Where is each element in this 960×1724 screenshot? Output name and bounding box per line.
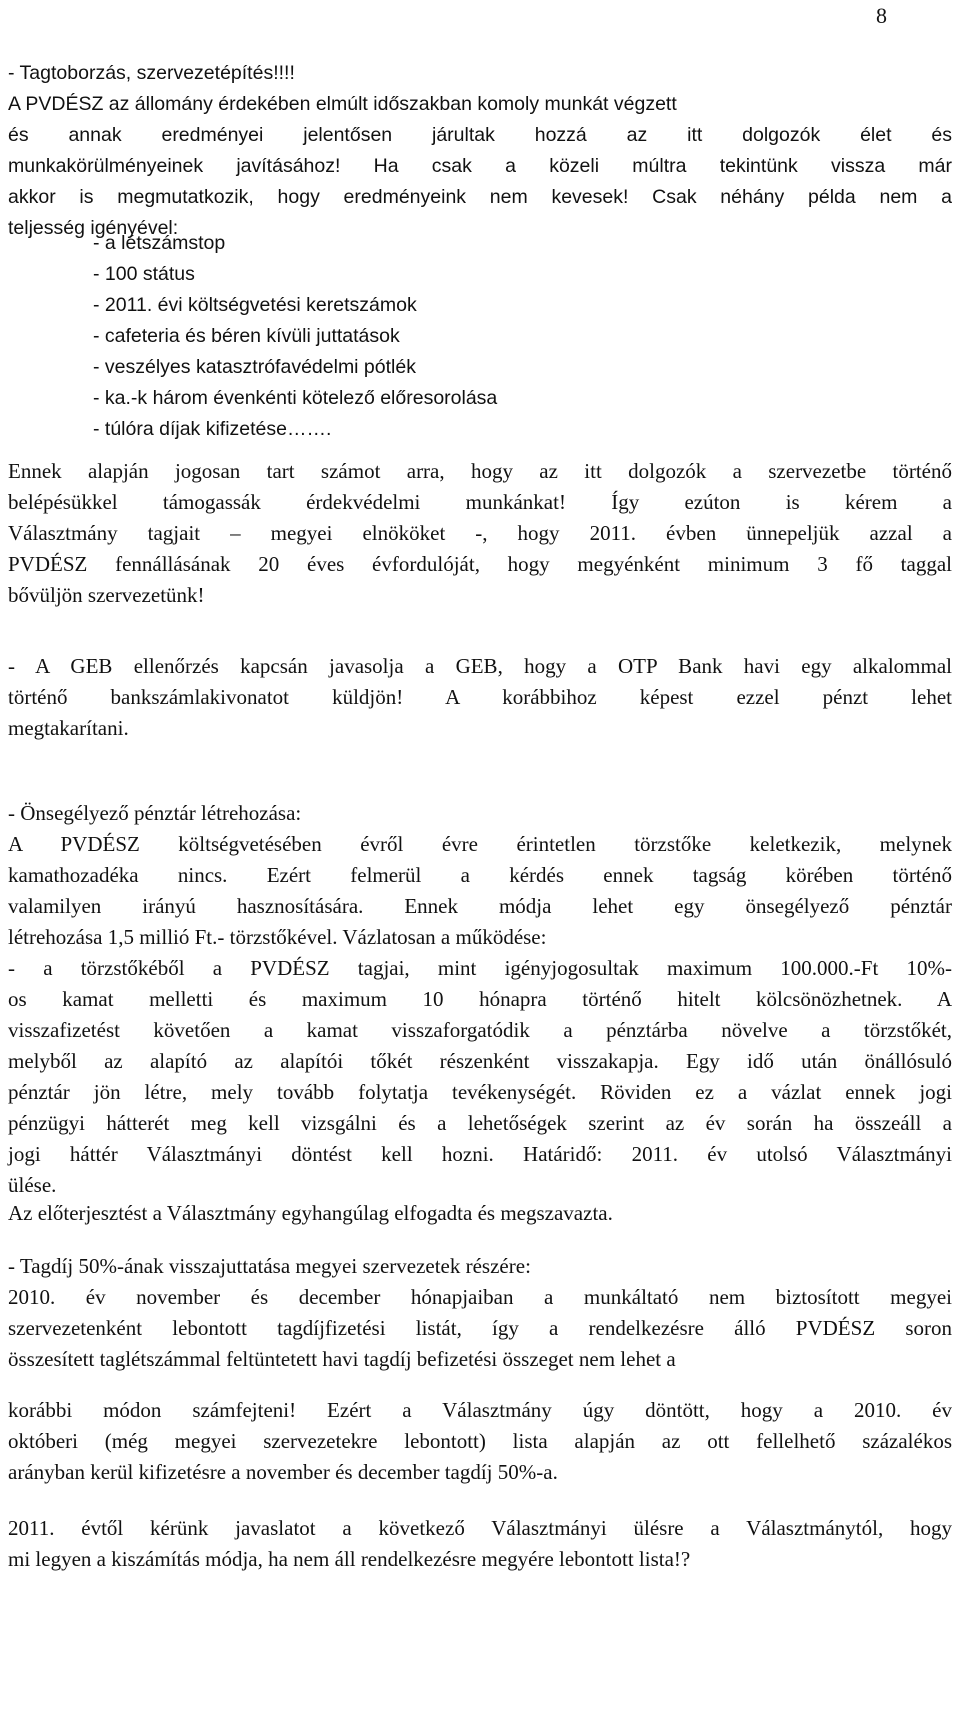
- membership-paragraph: [8, 456, 952, 611]
- paragraph-line: teljesség igényével:: [8, 217, 179, 239]
- paragraph-line: pénzügyi hátterét meg kell vizsgálni és a lehetőségek szerint az év során ha összeáll a: [8, 1111, 952, 1135]
- paragraph-line: történő bankszámlakivonatot küldjön! A korábbihoz képest ezzel pénzt lehet: [8, 685, 952, 709]
- paragraph-line: - a törzstőkéből a PVDÉSZ tagjai, mint igényjogosultak maximum 100.000.-Ft 10%-: [8, 956, 952, 980]
- paragraph-line: Ennek alapján jogosan tart számot arra, hogy az itt dolgozók a szervezetbe történő: [8, 459, 952, 483]
- paragraph-line: és annak eredményei jelentősen járultak hozzá az itt dolgozók élet és: [8, 124, 952, 146]
- recruitment-section: [8, 58, 952, 244]
- paragraph-line: A PVDÉSZ költségvetésében évről évre érintetlen törzstőke keletkezik, melynek: [8, 832, 952, 856]
- self-help-fund-heading: - Önsegélyező pénztár létrehozása:: [8, 801, 302, 825]
- achievements-list: [93, 228, 497, 445]
- list-item: - ka.-k három évenkénti kötelező előresorolása: [93, 387, 498, 409]
- accounting-paragraph: [8, 1395, 952, 1488]
- list-item: - veszélyes katasztrófavédelmi pótlék: [93, 356, 416, 378]
- paragraph-line: Az előterjesztést a Választmány egyhangúlag elfogadta és megszavazta.: [8, 1201, 613, 1225]
- list-item: - 100 státus: [93, 263, 195, 285]
- membership-fee-section: [8, 1251, 952, 1375]
- recruitment-heading: - Tagtoborzás, szervezetépítés!!!!: [8, 62, 295, 84]
- list-item: - túlóra díjak kifizetése…….: [93, 418, 332, 440]
- membership-fee-heading: - Tagdíj 50%-ának visszajuttatása megyei szervezetek részére:: [8, 1254, 531, 1278]
- paragraph-line: kamathozadéka nincs. Ezért felmerül a kérdés ennek tagság körében történő: [8, 863, 952, 887]
- paragraph-line: akkor is megmutatkozik, hogy eredményeink nem kevesek! Csak néhány példa nem a: [8, 186, 952, 208]
- paragraph-line: PVDÉSZ fennállásának 20 éves évfordulóját, hogy megyénként minimum 3 fő taggal: [8, 552, 952, 576]
- vote-result: [8, 1198, 952, 1229]
- paragraph-line: jogi háttér Választmányi döntést kell hozni. Határidő: 2011. év utolsó Választmányi: [8, 1142, 952, 1166]
- self-help-fund-section: [8, 798, 952, 1201]
- paragraph-line: os kamat melletti és maximum 10 hónapra történő hitelt kölcsönözhetnek. A: [8, 987, 952, 1011]
- paragraph-line: 2010. év november és december hónapjaiban a munkáltató nem biztosított megyei: [8, 1285, 952, 1309]
- paragraph-line: - A GEB ellenőrzés kapcsán javasolja a GEB, hogy a OTP Bank havi egy alkalommal: [8, 654, 952, 678]
- page-number: 8: [876, 3, 887, 28]
- paragraph-line: arányban kerül kifizetésre a november és december tagdíj 50%-a.: [8, 1460, 558, 1484]
- proposal-request-paragraph: [8, 1513, 952, 1575]
- geb-paragraph: [8, 651, 952, 744]
- paragraph-line: valamilyen irányú hasznosítására. Ennek módja lehet egy önsegélyező pénztár: [8, 894, 952, 918]
- paragraph-line: szervezetenként lebontott tagdíjfizetési listát, így a rendelkezésre álló PVDÉSZ soron: [8, 1316, 952, 1340]
- paragraph-line: melyből az alapító az alapítói tőkét részenként visszakapja. Egy idő után önállósuló: [8, 1049, 952, 1073]
- paragraph-line: pénztár jön létre, mely tovább folytatja tevékenységét. Röviden ez a vázlat ennek jogi: [8, 1080, 952, 1104]
- paragraph-line: visszafizetést követően a kamat visszaforgatódik a pénztárba növelve a törzstőkét,: [8, 1018, 952, 1042]
- paragraph-line: mi legyen a kiszámítás módja, ha nem áll rendelkezésre megyére lebontott lista!?: [8, 1547, 691, 1571]
- paragraph-line: korábbi módon számfejteni! Ezért a Választmány úgy döntött, hogy a 2010. év: [8, 1398, 952, 1422]
- paragraph-line: A PVDÉSZ az állomány érdekében elmúlt időszakban komoly munkát végzett: [8, 93, 677, 115]
- paragraph-line: létrehozása 1,5 millió Ft.- törzstőkével. Vázlatosan a működése:: [8, 925, 547, 949]
- paragraph-line: bővüljön szervezetünk!: [8, 583, 205, 607]
- paragraph-line: összesített taglétszámmal feltüntetett havi tagdíj befizetési összeget nem lehet a: [8, 1347, 676, 1371]
- paragraph-line: ülése.: [8, 1173, 57, 1197]
- paragraph-line: megtakarítani.: [8, 716, 129, 740]
- paragraph-line: 2011. évtől kérünk javaslatot a következő Választmányi ülésre a Választmánytól, hogy: [8, 1516, 952, 1540]
- paragraph-line: Választmány tagjait – megyei elnököket -, hogy 2011. évben ünnepeljük azzal a: [8, 521, 952, 545]
- paragraph-line: belépésükkel támogassák érdekvédelmi munkánkat! Így ezúton is kérem a: [8, 490, 952, 514]
- list-item: - 2011. évi költségvetési keretszámok: [93, 294, 417, 316]
- list-item: - a létszámstop: [93, 232, 226, 254]
- paragraph-line: munkakörülményeinek javításához! Ha csak a közeli múltra tekintünk vissza már: [8, 155, 952, 177]
- paragraph-line: októberi (még megyei szervezetekre lebontott) lista alapján az ott fellelhető százalékos: [8, 1429, 952, 1453]
- list-item: - cafeteria és béren kívüli juttatások: [93, 325, 400, 347]
